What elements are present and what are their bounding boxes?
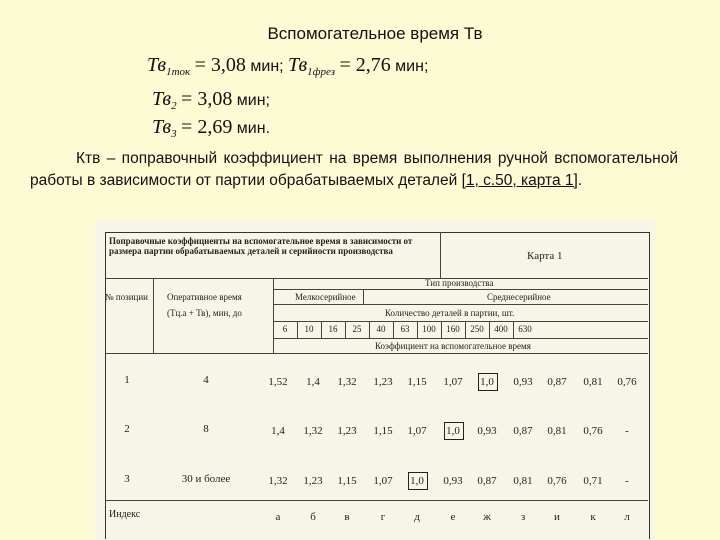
coef-cell: 0,76 [547,475,567,487]
coef-cell: 0,93 [443,475,463,487]
coef-cell: 1,15 [407,376,427,388]
coef-cell: 0,87 [513,425,533,437]
coef-cell: - [625,475,629,487]
k-symbol: Ктв [76,150,101,167]
formula-symbol: Тв [288,54,308,76]
medium-batch-label: Среднесерийное [487,292,551,302]
paragraph-end: . [577,172,583,189]
coef-cell: 1,32 [303,425,323,437]
formula-symbol: Тв [147,54,167,76]
qty-cell: 400 [494,324,508,334]
formula-subscript: 1фрез [307,66,335,78]
formula-value: = 3,08 [194,54,246,76]
table-header-title: Поправочные коэффициенты на вспомогательное время в зависимости от размера партии обрабатываемых деталей и серийности производства [109,236,413,256]
time-cell: 8 [203,423,209,435]
index-cell: л [624,511,630,523]
coef-cell: 1,07 [443,376,463,388]
index-cell: ж [483,511,491,523]
formula-symbol: Тв [152,88,172,110]
coef-cell: 0,81 [583,376,603,388]
coef-cell: 0,93 [477,425,497,437]
qty-header: Количество деталей в партии, шт. [385,308,515,318]
coef-cell: 0,87 [477,475,497,487]
formula-line-2 [152,88,270,111]
coef-cell: 1,32 [337,376,357,388]
qty-cell: 250 [470,324,484,334]
pos-cell: 2 [124,423,130,435]
slide-title: Вспомогательное время Тв [267,24,483,43]
index-cell: з [520,511,526,523]
coef-cell: 1,52 [268,376,288,388]
formula-line-3 [152,116,270,139]
qty-cell: 10 [304,324,314,334]
pos-cell: 3 [124,473,130,485]
coef-cell: 1,23 [303,475,323,487]
qty-cell: 16 [328,324,338,334]
index-cell: к [590,511,596,523]
prod-type-header: Тип производства [425,278,494,288]
op-time-formula: (Тц.а + Тв), мин, до [167,308,242,318]
formula-value: = 3,08 [181,88,233,110]
coef-cell: 1,15 [337,475,357,487]
coef-cell: 1,4 [271,425,285,437]
index-label: Индекс [109,509,141,520]
coef-cell: 1,15 [373,425,393,437]
coef-cell: 0,93 [513,376,533,388]
paragraph-text: – поправочный коэффициент на время выполнения ручной вспомогательной работы в зависимости от партии обрабатываемых деталей [30,150,678,189]
reference-link: [1, с.50, карта 1] [461,172,578,189]
qty-cell: 630 [518,324,532,334]
small-batch-label: Мелкосерийное [295,292,356,302]
coef-cell: 0,87 [547,376,567,388]
coef-cell: 1,0 [446,425,460,437]
coef-cell: 1,0 [480,376,494,388]
index-cell: в [344,511,350,523]
index-cell: б [310,511,316,523]
coef-cell: 1,23 [337,425,357,437]
coef-cell: 1,23 [373,376,393,388]
qty-cell: 25 [352,324,362,334]
coef-cell: - [625,425,629,437]
index-cell: а [275,511,281,523]
qty-cell: 40 [376,324,386,334]
formula-value: = 2,76 [339,54,391,76]
coef-cell: 0,76 [583,425,603,437]
time-cell: 4 [203,374,209,386]
coef-cell: 1,4 [306,376,320,388]
card-label: Карта 1 [527,250,563,262]
coef-cell: 0,76 [617,376,637,388]
qty-cell: 63 [400,324,410,334]
coef-cell: 0,81 [513,475,533,487]
formula-line-1 [147,54,428,77]
formula-subscript: 2 [171,100,177,112]
scanned-table [95,220,655,540]
op-time-header: Оперативное время [167,292,242,302]
coef-cell: 0,81 [547,425,567,437]
formula-unit: мин. [236,120,270,137]
time-cell: 30 и более [181,473,231,485]
description-paragraph [30,148,678,192]
coef-cell: 1,07 [373,475,393,487]
formula-unit: мин; [236,92,270,109]
pos-cell: 1 [124,374,130,386]
coef-cell: 1,32 [268,475,288,487]
formula-subscript: 3 [171,128,177,140]
formula-unit: мин; [250,58,284,75]
formula-subscript: 1ток [166,66,191,78]
formula-value: = 2,69 [181,116,233,138]
index-cell: г [380,511,386,523]
qty-cell: 100 [422,324,436,334]
index-cell: е [450,511,456,523]
formula-symbol: Тв [152,116,172,138]
formula-unit: мин; [395,58,429,75]
index-cell: д [414,511,420,523]
coef-cell: 1,0 [410,475,424,487]
pos-header: № позиции [105,292,148,302]
qty-cell: 6 [282,324,288,334]
qty-cell: 160 [446,324,460,334]
index-cell: и [554,511,560,523]
coef-cell: 0,71 [583,475,603,487]
coef-header: Коэффициент на вспомогательное время [375,341,531,351]
coef-cell: 1,07 [407,425,427,437]
